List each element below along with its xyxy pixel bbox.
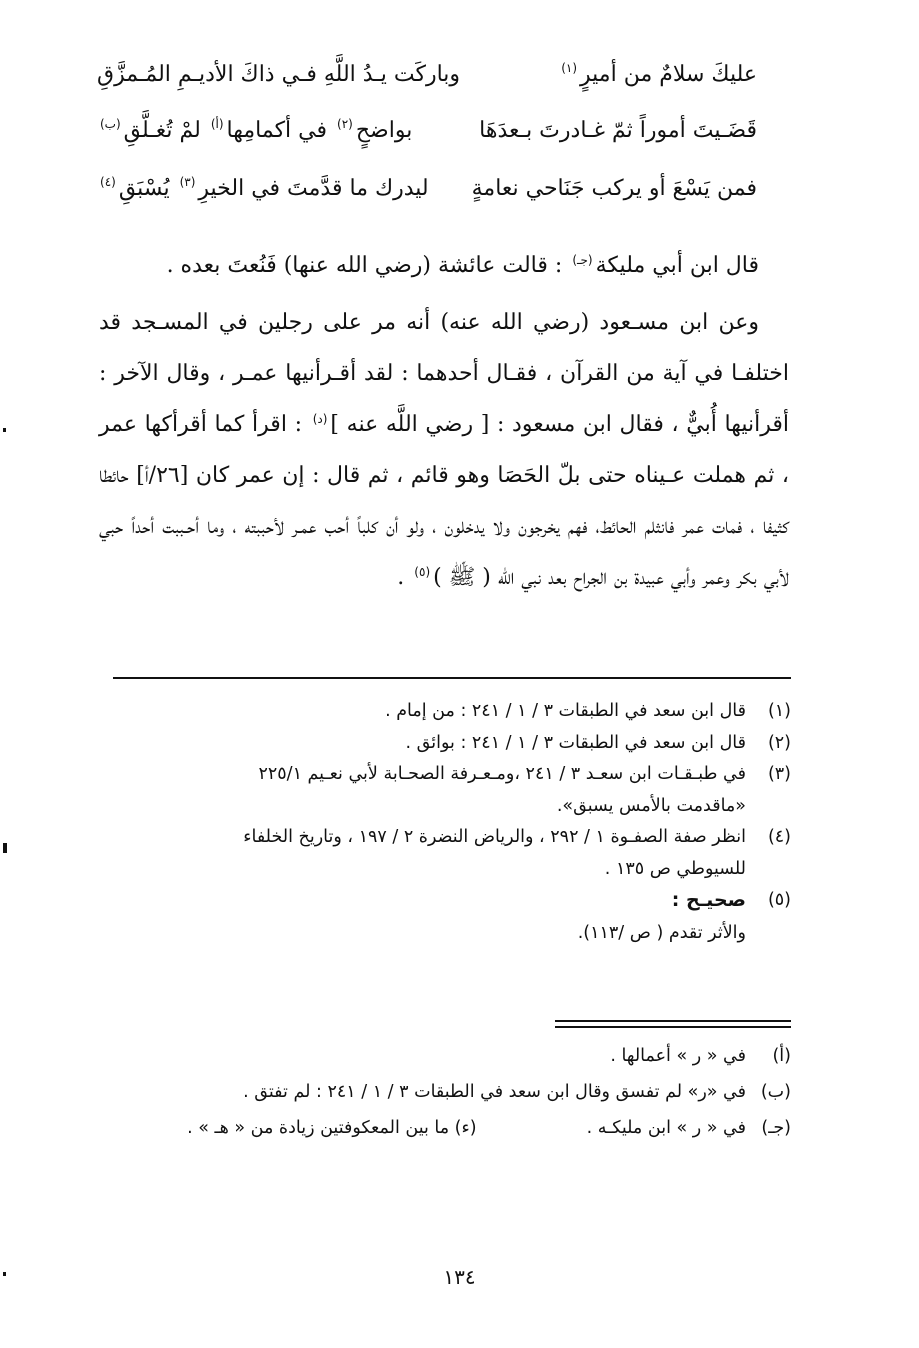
footnote-ref[interactable]: (٥): [414, 564, 431, 579]
main-text: [99, 240, 789, 603]
verse-3: [97, 160, 757, 216]
footnote-ref[interactable]: (٤): [100, 175, 116, 190]
paragraph-ibn-masud: وعن ابن مسـعود (رضي الله عنه) أنه مر على رجلين في المسـجد قد اختلفـا في آية من القرآن ، فقـال أحدهما : لقد أقـرأنيها عمـر ، وقال الآخر : أقرأنيها أُبيٌّ ، فقال ابن مسعود : [ رضي اللَّه عنه ]$^{(د)}$ : اقرأ كما أقرأكها عمر ، ثم هملت عـيناه حتى بلّ الحَصَا وهو قائم ، ثم قال : إن عمر كان [٢٦/أ] حائطا كثيفا ، فمات عمر فانثلم الحائط، فهم يخرجون ولا يدخلون ، ولو أن كلباً أحب عمـر لأحببته ، وما أحـببت أحداً حبي لأبي بكر وعمر وأبي عبيدة بن الجراح بعد نبي الله ( ﷺ )$^{(٥)}$ .: [99, 310, 790, 590]
verse-1-second-hemistich: وباركَت يـدُ اللَّهِ فـي ذاكَ الأديـمِ المُـمزَّقِ: [97, 61, 461, 87]
footnote-ref[interactable]: (١): [561, 61, 578, 76]
footnote-4: (٤) انظر صفة الصفـوة ١ / ٢٩٢ ، والرياض النضرة ٢ / ١٩٧ ، وتاريخ الخلفاء: [243, 827, 791, 847]
scan-speck: [3, 1272, 6, 1276]
footnote-5: (٥) صحيـح :: [671, 889, 791, 911]
verse-3-first-hemistich: فمن يَسْعَ أو يركب جَنَاحي نعامةٍ: [471, 175, 757, 201]
footnotes: [81, 696, 791, 949]
variant-ref[interactable]: (ب): [100, 117, 121, 132]
footnote-4-continued: للسيوطي ص ١٣٥ .: [604, 858, 746, 879]
paragraph-ibn-abi-mulayka: قال ابن أبي مليكة$^{(جـ)}$ : قالت عائشة (رضي الله عنها) فَنُعتَ بعده .: [166, 252, 759, 278]
footnote-ref[interactable]: (٣): [179, 175, 196, 190]
footnote-1: (١) قال ابن سعد في الطبقات ٣ / ١ / ٢٤١ : من إمام .: [385, 701, 791, 721]
scan-speck: [3, 428, 6, 432]
footnote-5-continued: والأثر تقدم ( ص /١١٣).: [577, 922, 746, 943]
variant-note-a: (أ) في « ر » أعمالها .: [610, 1046, 791, 1066]
footnote-3-continued: «ماقدمت بالأمس يسبق».: [556, 795, 746, 816]
verse-2-first-hemistich: قَضَـيتَ أموراً ثمّ غـادرتَ بـعدَهَا: [479, 117, 757, 143]
verse-3-second-hemistich: ليدرك ما قدَّمتَ في الخيرِ$^{(٣)}$ يُسْبَقِ$^{(٤)}$: [100, 175, 429, 201]
variant-notes-divider-bottom: [555, 1026, 791, 1028]
footnote-3: (٣) في طبـقـات ابن سعـد ٣ / ٢٤١ ،ومـعـرفة الصحـابة لأبي نعـيم ٢٢٥/١: [258, 764, 791, 784]
verse-2: [97, 102, 757, 158]
verse-1: [97, 46, 757, 102]
variant-ref[interactable]: (أ): [210, 117, 224, 132]
variant-notes: [111, 1038, 791, 1146]
variant-ref[interactable]: (جـ): [572, 252, 593, 267]
verse-1-first-hemistich: عليكَ سلامٌ من أميرٍ$^{(١)}$: [561, 61, 757, 87]
footnote-ref[interactable]: (٢): [337, 117, 353, 132]
authenticity-grade: صحيـح :: [671, 889, 746, 911]
variant-ref[interactable]: (د): [312, 411, 328, 426]
footnote-2: (٢) قال ابن سعد في الطبقات ٣ / ١ / ٢٤١ : بوائق .: [405, 732, 791, 753]
verse-2-second-hemistich: بواضحٍ$^{(٢)}$ في أكمامِها$^{(أ)}$ لمْ تُغـلَّقِ$^{(ب)}$: [100, 117, 413, 143]
variant-note-c-d: (جـ) في « ر » ابن مليكـه . (ء) ما بين المعكوفتين زيادة من « هـ » .: [187, 1118, 791, 1138]
page-number: ١٣٤: [443, 1265, 476, 1289]
variant-note-b: (ب) في «ر» لم تفسق وقال ابن سعد في الطبقات ٣ / ١ / ٢٤١ : لم تفتق .: [243, 1082, 791, 1102]
scan-speck: [3, 843, 7, 853]
variant-notes-divider-top: [555, 1020, 791, 1022]
footnotes-divider: [113, 677, 791, 679]
